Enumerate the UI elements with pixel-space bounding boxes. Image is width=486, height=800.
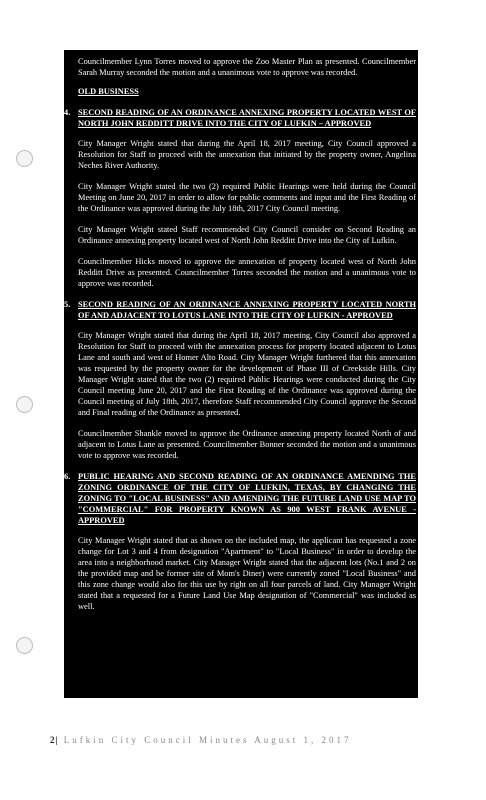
item-paragraph: City Manager Wright stated that during the April 18, 2017 meeting, City Council approved a Resolution for Staff to proceed with the annexation that initiated by the property owner, Angelina Neches River Authority. xyxy=(78,139,416,170)
item-heading: PUBLIC HEARING AND SECOND READING OF AN ORDINANCE AMENDING THE ZONING ORDINANCE OF THE CITY OF LUFKIN, TEXAS, BY CHANGING THE ZONING TO "LOCAL BUSINESS" AND AMENDING THE FUTURE LAND USE MAP TO "COMMERCIAL" FOR PROPERTY KNOWN AS 900 WEST FRANK AVENUE - APPROVED xyxy=(78,472,416,525)
punch-hole-bottom xyxy=(16,637,33,654)
agenda-item-6 xyxy=(64,471,416,612)
punch-hole-top xyxy=(16,150,33,167)
item-heading: SECOND READING OF AN ORDINANCE ANNEXING PROPERTY LOCATED NORTH OF AND ADJACENT TO LOTUS LANE INTO THE CITY OF LUFKIN - APPROVED xyxy=(78,300,416,320)
agenda-item-5 xyxy=(64,299,416,461)
footer-separator: | xyxy=(55,735,59,745)
document-page xyxy=(64,50,418,698)
item-number: 6. xyxy=(64,472,71,481)
item-paragraph: Councilmember Hicks moved to approve the annexation of property located west of North John Redditt Drive as presented. Councilmember Torres seconded the motion and a unanimous vote to approve was recorded. xyxy=(78,257,416,288)
item-number: 4. xyxy=(64,108,71,117)
page-number: 2 xyxy=(50,735,56,745)
page-footer xyxy=(50,735,352,745)
punch-hole-middle xyxy=(16,396,33,413)
item-paragraph: City Manager Wright stated that during the April 18, 2017 meeting, City Council also approved a Resolution for Staff to proceed with the annexation process for property located adjacent to Lotus Lane and south and west of Homer Alto Road. City Manager Wright furthered that this annexation was requested by the property owner for the development of Phase III of Creekside Hills. City Manager Wright stated that the two (2) required Public Hearings were conducted during the City Council meeting June 20, 2017 and the First Reading of the Ordinance was approved during the Council meeting of July 18th, 2017, therefore Staff recommended City Council approve the Second and Final reading of the Ordinance as presented. xyxy=(78,331,416,417)
footer-text: Lufkin City Council Minutes August 1, 2017 xyxy=(63,735,352,745)
agenda-item-4 xyxy=(64,107,416,289)
item-number: 5. xyxy=(64,300,71,309)
item-paragraph: City Manager Wright stated Staff recommended City Council consider on Second Reading an Ordinance annexing property located west of North John Redditt Drive into the City of Lufkin. xyxy=(78,225,416,245)
item-paragraph: City Manager Wright stated that as shown on the included map, the applicant has requested a zone change for Lot 3 and 4 from designation "Apartment" to "Local Business" in order to develop the area into a neighborhood market. City Manager Wright stated that the adjacent lots (No.1 and 2 on the provided map and be former site of Mom's Diner) were currently zoned "Local Business" and this zone change would also for this use by right on all four parcels of land. City Manager Wright stated that a requested for a Future Land Use Map designation of "Commercial" was included as well. xyxy=(78,536,416,611)
item-paragraph: Councilmember Shankle moved to approve the Ordinance annexing property located North of and adjacent to Lotus Lane as presented. Councilmember Bonner seconded the motion and a unanimous vote to approve was recorded. xyxy=(78,429,416,460)
intro-paragraph: Councilmember Lynn Torres moved to approve the Zoo Master Plan as presented. Councilmember Sarah Murray seconded the motion and a unanimous vote to approve was recorded. xyxy=(78,57,416,77)
item-heading: SECOND READING OF AN ORDINANCE ANNEXING PROPERTY LOCATED WEST OF NORTH JOHN REDDITT DRIVE INTO THE CITY OF LUFKIN – APPROVED xyxy=(78,108,416,128)
old-business-heading: OLD BUSINESS xyxy=(78,87,139,96)
item-paragraph: City Manager Wright stated the two (2) required Public Hearings were held during the Council Meeting on June 20, 2017 in order to allow for public comments and input and the First Reading of the Ordinance was approved during the July 18th, 2017 City Council meeting. xyxy=(78,182,416,213)
